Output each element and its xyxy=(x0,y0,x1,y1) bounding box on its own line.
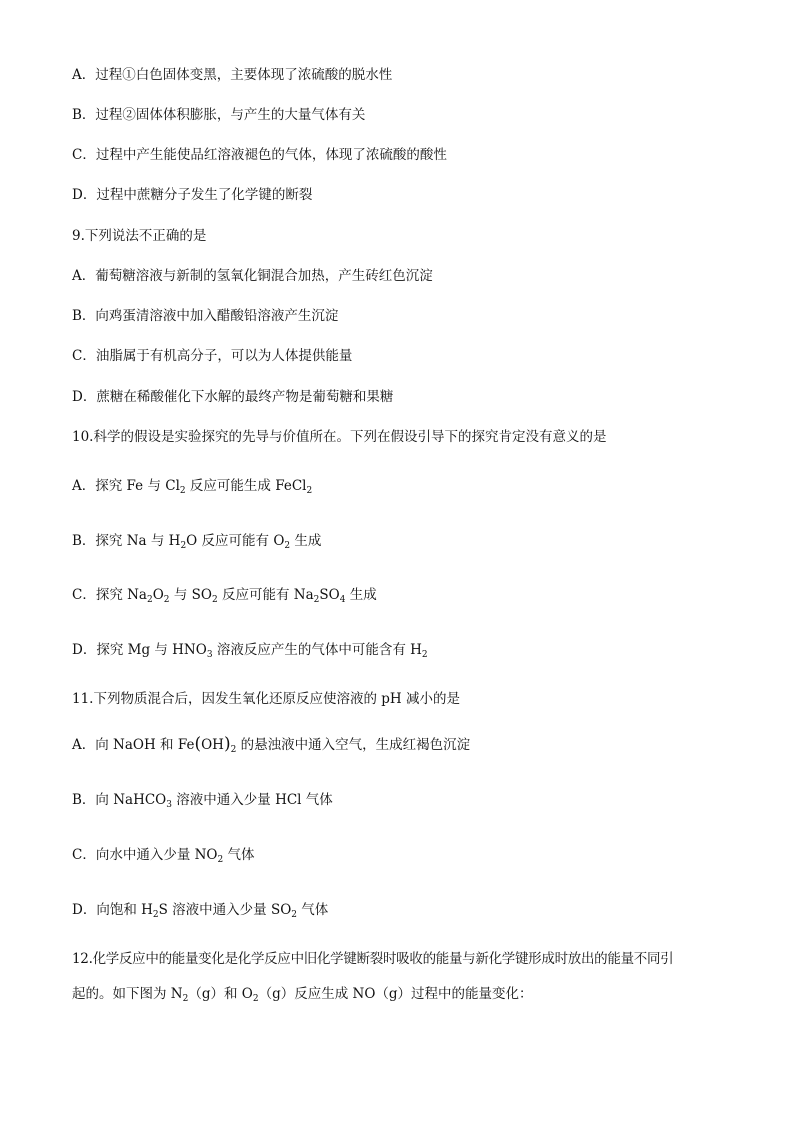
q11-option-c: C．向水中通入少量 $NO_2$ 气体 xyxy=(72,847,255,865)
q11-option-a: A．向 NaOH 和 $Fe(OH)_2$ 的悬浊液中通入空气，生成红褐色沉淀 xyxy=(72,734,471,755)
q12-stem-line1: 12.化学反应中的能量变化是化学反应中旧化学键断裂时吸收的能量与新化学键形成时放出的能量不同引 xyxy=(72,951,674,967)
q12-stem-line2: 起的。如下图为 $N_2(g)$和 $O_2(g)$反应生成 NO（g）过程中的能量变化： xyxy=(72,986,533,1004)
q11-option-b: B．向 NaHCO$_3$ 溶液中通入少量 HCl 气体 xyxy=(72,792,333,810)
q10-stem: 10.科学的假设是实验探究的先导与价值所在。下列在假设引导下的探究肯定没有意义的是 xyxy=(72,429,607,445)
q9-option-d: D．蔗糖在稀酸催化下水解的最终产物是葡萄糖和果糖 xyxy=(72,389,394,405)
q10-option-d: D．探究 Mg 与 $HNO_3$ 溶液反应产生的气体中可能含有 $H_2$ xyxy=(72,642,428,660)
q10-option-c: C．探究 $Na_2O_2$ 与 $SO_2$ 反应可能有 $Na_2SO_4$ 生成 xyxy=(72,587,377,605)
q8-option-a: A．过程①白色固体变黑，主要体现了浓硫酸的脱水性 xyxy=(72,67,393,83)
q11-option-d: D．向饱和 $H_2S$ 溶液中通入少量 $SO_2$ 气体 xyxy=(72,902,329,920)
q9-stem: 9.下列说法不正确的是 xyxy=(72,228,207,244)
q11-stem: 11.下列物质混合后，因发生氧化还原反应使溶液的 pH 减小的是 xyxy=(72,691,460,707)
q10-option-b: B．探究 Na 与 $H_2O$ 反应可能有 $O_2$ 生成 xyxy=(72,533,322,551)
q8-option-b: B．过程②固体体积膨胀，与产生的大量气体有关 xyxy=(72,107,366,123)
q10-option-a: A．探究 Fe 与 $Cl_2$ 反应可能生成 FeCl$_2$ xyxy=(72,478,313,496)
q9-option-b: B．向鸡蛋清溶液中加入醋酸铅溶液产生沉淀 xyxy=(72,308,339,324)
q8-option-c: C．过程中产生能使品红溶液褪色的气体，体现了浓硫酸的酸性 xyxy=(72,147,447,163)
q8-option-d: D．过程中蔗糖分子发生了化学键的断裂 xyxy=(72,187,313,203)
q9-option-a: A．葡萄糖溶液与新制的氢氧化铜混合加热，产生砖红色沉淀 xyxy=(72,268,433,284)
q9-option-c: C．油脂属于有机高分子，可以为人体提供能量 xyxy=(72,348,353,364)
